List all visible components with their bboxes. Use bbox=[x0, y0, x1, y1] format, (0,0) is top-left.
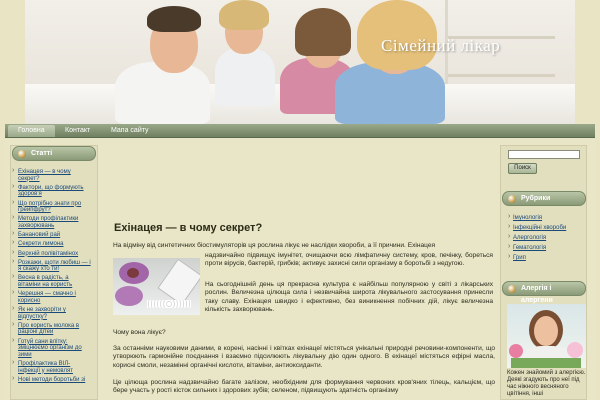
allergy-woman-photo bbox=[507, 304, 586, 368]
bullet-icon bbox=[18, 150, 26, 158]
search-button[interactable]: Поиск bbox=[508, 163, 537, 174]
article-link[interactable]: › Розкажи, щоти любиш — і я скажу хто ти! bbox=[12, 260, 92, 273]
rubric-link[interactable]: › Алергологія bbox=[508, 235, 588, 242]
article-paragraph-1: надзвичайно підвищує імунітет, очищаючи всю лімфатичну систему, кров, печінку, бореться проти вірусів, бактерій, грибків; активує захисні сили організму в боротьбі з недугою. bbox=[205, 252, 493, 268]
search-input[interactable] bbox=[508, 150, 580, 159]
rubric-link[interactable]: › Гематологія bbox=[508, 245, 588, 252]
rubric-link[interactable]: › Імунологія bbox=[508, 215, 588, 222]
article-intro: На відміну від синтетичних біостимуляторів ця рослина лікує не наслідки хвороби, а її причини. Ехінацея bbox=[113, 242, 436, 249]
article-paragraph-3: За останніми науковими даними, в корені, насінні і квітках ехінацеї містяться унікальні природні речовини-компоненти, що утворюють гармонійне поєднання і взаємно підсилюють лікувальну дію один одного. В ехінацеї містяться ефірні масла, корисні смоли, незамінні органічні кислоти, вітаміни, антиоксиданти. bbox=[113, 345, 495, 369]
bullet-icon bbox=[508, 195, 516, 203]
article-link[interactable]: › Готуй сани влітку: зміцнюємо організм до зими bbox=[12, 339, 92, 359]
echinacea-pills-image bbox=[113, 258, 200, 315]
article-paragraph-4: Це цілюща рослина надзвичайно багате залізом, необхідним для формування червоних кров'яних тілець, кальцієм, що бере участь у рості кісток сильних і здорових зубів; селеном, підвищують здатність організму bbox=[113, 379, 495, 395]
rubric-link[interactable]: › Інфекційні хвороби bbox=[508, 225, 588, 232]
rubrics-block-header bbox=[502, 191, 586, 206]
allergy-block-header bbox=[502, 281, 586, 304]
article-link[interactable]: › Секрети лимона bbox=[12, 241, 92, 248]
allergy-teaser-text: Кожен знайомий з алергією. Деякі згадують про неї під час ніжного весняного цвітіння, інші bbox=[507, 370, 586, 397]
article-link[interactable]: › Нові методи боротьби зі bbox=[12, 377, 92, 384]
article-link[interactable]: › Ехінацея — в чому секрет? bbox=[12, 169, 92, 182]
article-link[interactable]: › Про користь молока в раціоні дітей bbox=[12, 323, 92, 336]
allergy-block-title: Алергія і алергени bbox=[521, 285, 553, 304]
nav-item-home[interactable]: Головна bbox=[8, 125, 55, 137]
bullet-icon bbox=[508, 285, 516, 293]
nav-item-sitemap[interactable]: Мапа сайту bbox=[111, 127, 149, 134]
article-title[interactable]: Ехінацея — в чому секрет? bbox=[114, 222, 263, 234]
rubric-link[interactable]: › Грип bbox=[508, 255, 588, 262]
article-link[interactable]: › Верхній полівітамінох bbox=[12, 251, 92, 258]
article-link[interactable]: › Як не захворіти у відпустку? bbox=[12, 307, 92, 320]
article-paragraph-2: На сьогоднішній день ця прекрасна культура є найбільш популярною у світі з лікарських рослин. Величезна цілюща сила і незвичайна широта лікувального застосування принесли таку славу. Ехінацея швидко і ефективно, без виникнення побічних дій, лікує величезна кількість захворювань. bbox=[205, 281, 493, 314]
articles-list bbox=[12, 169, 92, 386]
article-link[interactable]: › Методи профілактики захворювань bbox=[12, 216, 92, 229]
article-subheading: Чому вона лікує? bbox=[113, 329, 166, 336]
rubrics-list bbox=[508, 215, 588, 265]
article-link[interactable]: › Банановий рай bbox=[12, 232, 92, 239]
rubrics-block-title: Рубрики bbox=[521, 195, 551, 202]
article-link[interactable]: › Черешня — смачно і корисно bbox=[12, 291, 92, 304]
header-banner bbox=[25, 0, 575, 124]
article-link[interactable]: › Весна в радість, а вітаміни на користь bbox=[12, 275, 92, 288]
article-link[interactable]: › Профілактика ВІЛ-інфекції у немовлят bbox=[12, 361, 92, 374]
site-title[interactable]: Сімейний лікар bbox=[381, 36, 501, 55]
article-link[interactable]: › Що потрібно знати про грейпфрут? bbox=[12, 201, 92, 214]
articles-block-header bbox=[12, 146, 96, 161]
article-link[interactable]: › Фактори, що формують здоров'я bbox=[12, 185, 92, 198]
main-nav bbox=[5, 124, 595, 138]
articles-block-title: Статті bbox=[31, 150, 53, 157]
nav-item-contact[interactable]: Контакт bbox=[65, 127, 91, 134]
